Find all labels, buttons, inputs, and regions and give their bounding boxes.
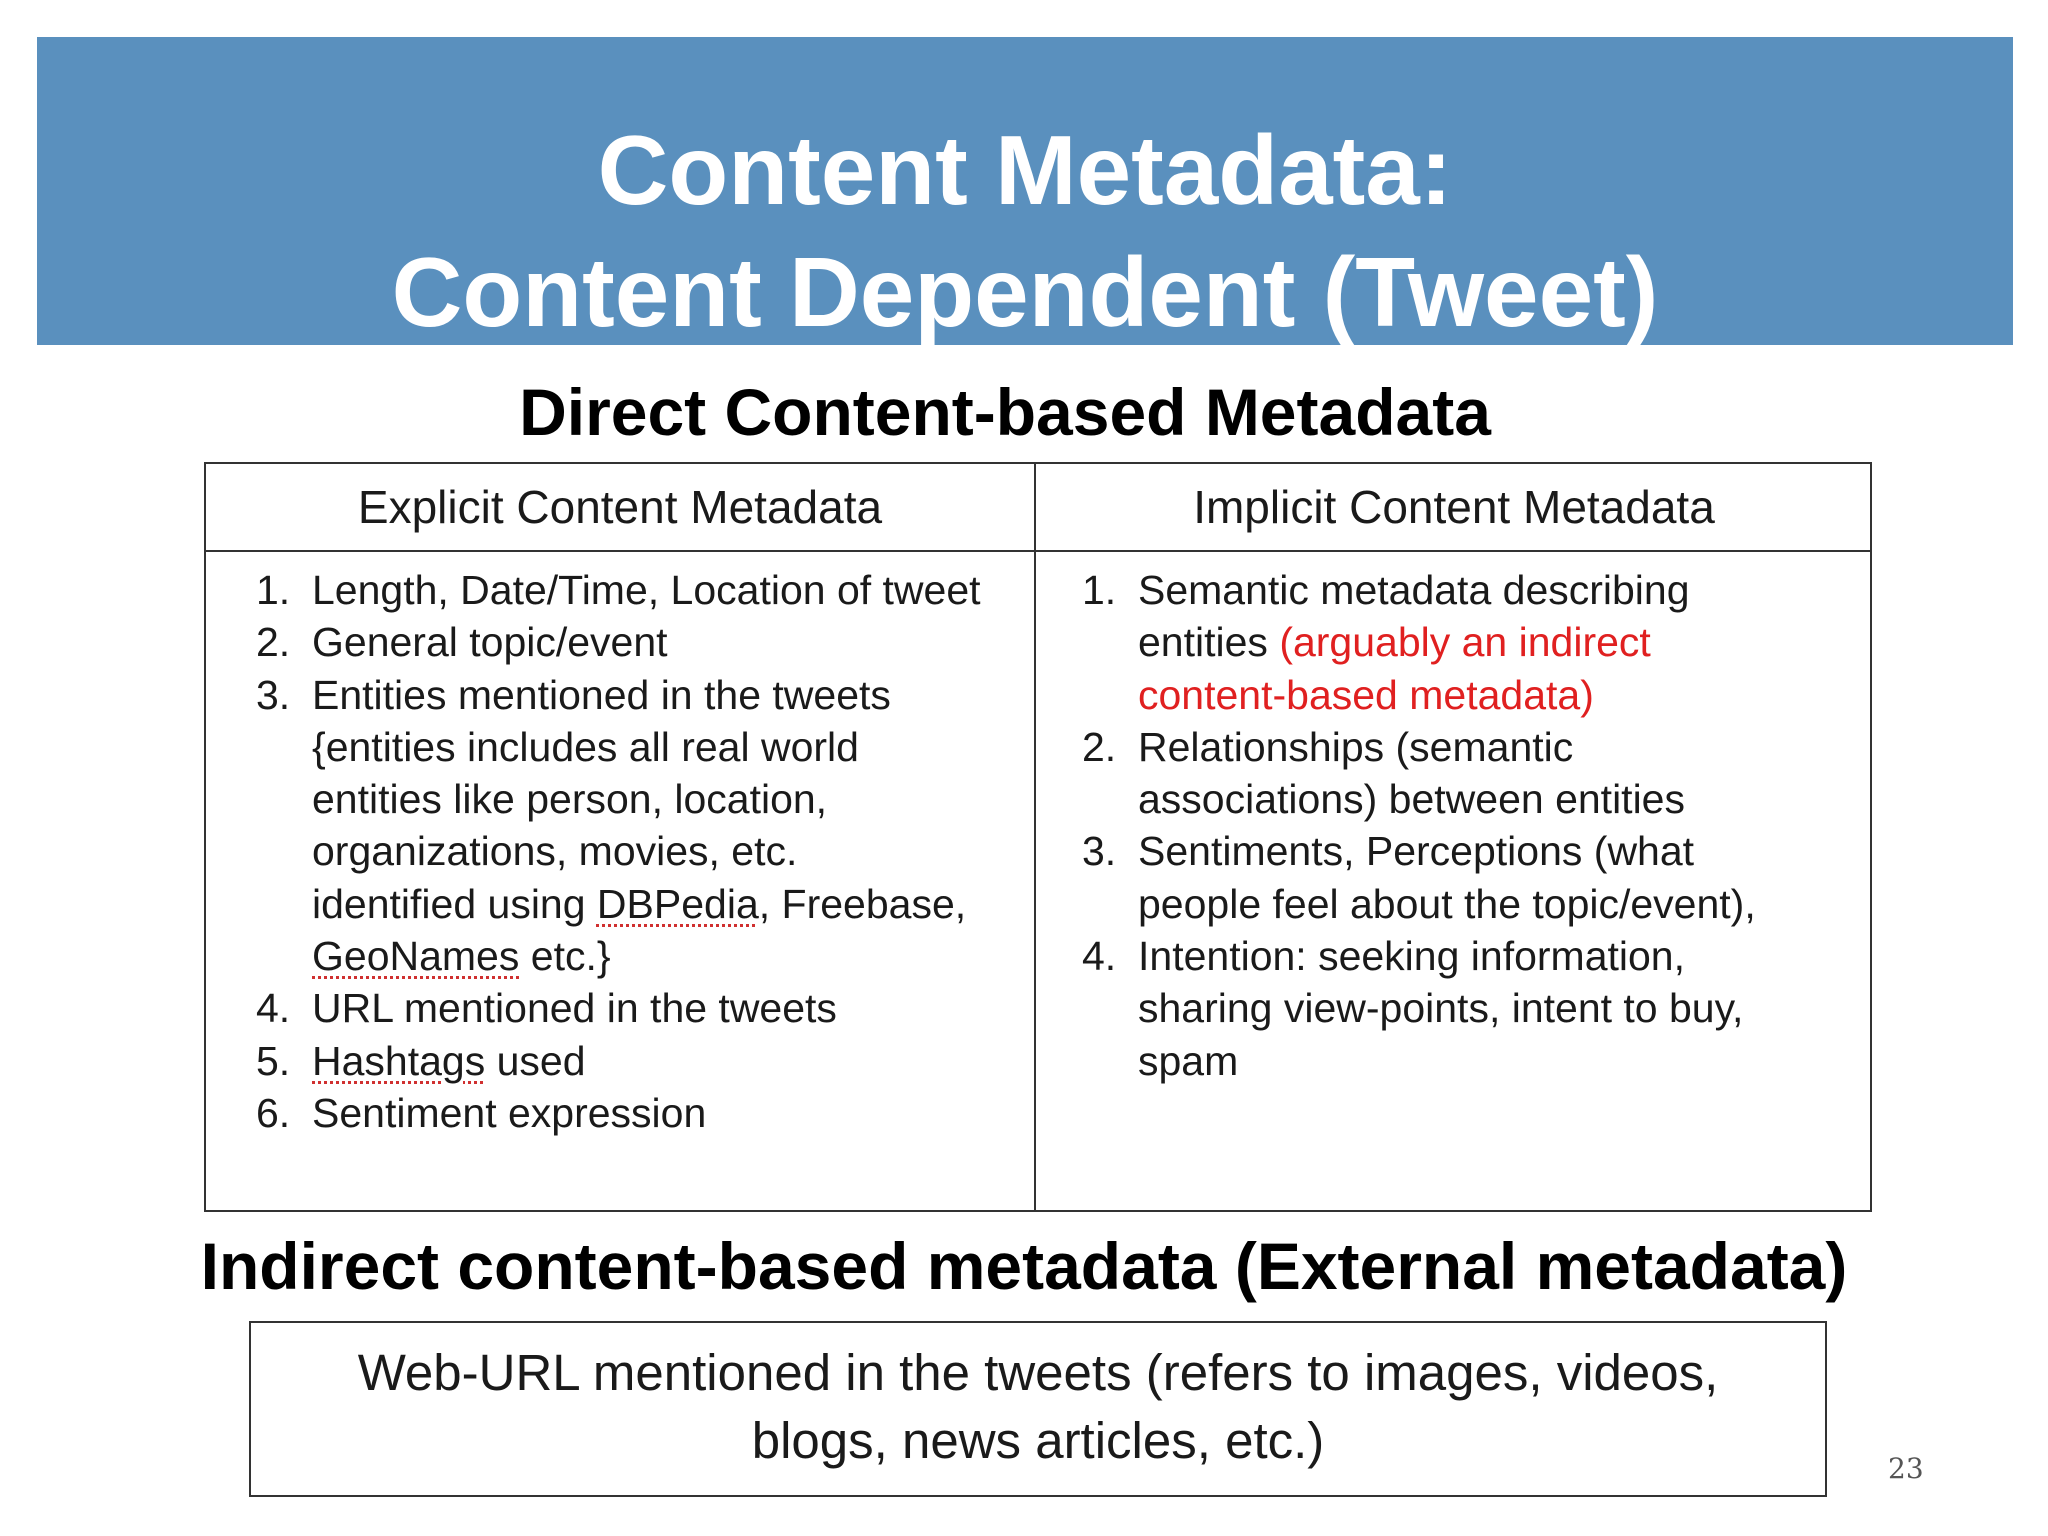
list-item-text: Length, Date/Time, Location of tweet bbox=[312, 567, 981, 613]
list-item-text: Sentiment expression bbox=[312, 1089, 707, 1136]
slide-title-line-1: Content Metadata: bbox=[597, 115, 1453, 225]
list-item-text: etc.} bbox=[519, 933, 611, 980]
external-box-line-2: blogs, news articles, etc.) bbox=[751, 1412, 1325, 1469]
external-box-line-1: Web-URL mentioned in the tweets (refers to images, videos, bbox=[357, 1344, 1719, 1401]
list-number: 4. bbox=[256, 985, 291, 1032]
list-item-text: organizations, movies, etc. bbox=[312, 828, 798, 875]
list-item-text: identified using bbox=[312, 880, 597, 927]
list-number: 3. bbox=[256, 671, 291, 718]
indirect-metadata-heading: Indirect content-based metadata (External metadata) bbox=[200, 1229, 1848, 1303]
list-item bbox=[256, 1035, 1036, 1087]
list-item bbox=[256, 564, 1036, 616]
list-item-text: {entities includes all real world bbox=[312, 723, 859, 770]
implicit-column-header: Implicit Content Metadata bbox=[1193, 481, 1715, 533]
list-item-text: General topic/event bbox=[312, 619, 668, 666]
list-item-text: , Freebase, bbox=[758, 880, 967, 927]
list-item-text: Entities mentioned in the tweets bbox=[312, 671, 891, 718]
list-number: 2. bbox=[1082, 723, 1117, 770]
list-item-text: people feel about the topic/event), bbox=[1138, 880, 1756, 927]
explicit-metadata-list bbox=[256, 564, 1036, 1139]
list-item-text: used bbox=[485, 1037, 586, 1084]
list-item bbox=[256, 1087, 1036, 1139]
list-item-text: spam bbox=[1138, 1037, 1239, 1084]
list-item-text: entities like person, location, bbox=[312, 776, 828, 823]
direct-metadata-heading: Direct Content-based Metadata bbox=[519, 375, 1491, 449]
external-metadata-box bbox=[249, 1321, 1827, 1497]
indirect-note: content-based metadata) bbox=[1138, 671, 1594, 718]
list-item-text: Semantic metadata describing bbox=[1138, 567, 1690, 613]
header-divider bbox=[206, 550, 1870, 552]
list-number: 3. bbox=[1082, 828, 1117, 875]
explicit-column-header: Explicit Content Metadata bbox=[357, 481, 883, 533]
list-item bbox=[1082, 825, 1862, 930]
title-banner bbox=[37, 37, 2013, 345]
slide-title-line-2: Content Dependent (Tweet) bbox=[391, 237, 1659, 347]
list-item bbox=[256, 982, 1036, 1034]
list-item-text: Sentiments, Perceptions (what bbox=[1138, 828, 1695, 875]
metadata-table bbox=[204, 462, 1872, 1212]
geonames-term: GeoNames bbox=[312, 933, 520, 980]
list-item-text: sharing view-points, intent to buy, bbox=[1138, 985, 1744, 1032]
list-number: 2. bbox=[256, 619, 291, 666]
list-item-text: Intention: seeking information, bbox=[1138, 933, 1685, 980]
list-item bbox=[256, 616, 1036, 668]
list-item-text: associations) between entities bbox=[1138, 776, 1685, 823]
hashtags-term: Hashtags bbox=[312, 1037, 486, 1084]
implicit-metadata-list bbox=[1082, 564, 1862, 1087]
list-number: 1. bbox=[256, 567, 291, 613]
list-item bbox=[1082, 721, 1862, 826]
dbpedia-term: DBPedia bbox=[596, 880, 759, 927]
list-number: 6. bbox=[256, 1089, 291, 1136]
list-item bbox=[1082, 930, 1862, 1087]
list-item-text: URL mentioned in the tweets bbox=[312, 985, 837, 1032]
list-item-text: entities bbox=[1138, 619, 1280, 666]
list-number: 4. bbox=[1082, 933, 1117, 980]
page-number: 23 bbox=[1888, 1452, 1924, 1485]
list-item-text: Relationships (semantic bbox=[1138, 723, 1574, 770]
list-item bbox=[256, 669, 1036, 983]
list-number: 5. bbox=[256, 1037, 291, 1084]
indirect-note: (arguably an indirect bbox=[1279, 619, 1651, 666]
list-number: 1. bbox=[1082, 567, 1117, 613]
list-item bbox=[1082, 564, 1862, 721]
